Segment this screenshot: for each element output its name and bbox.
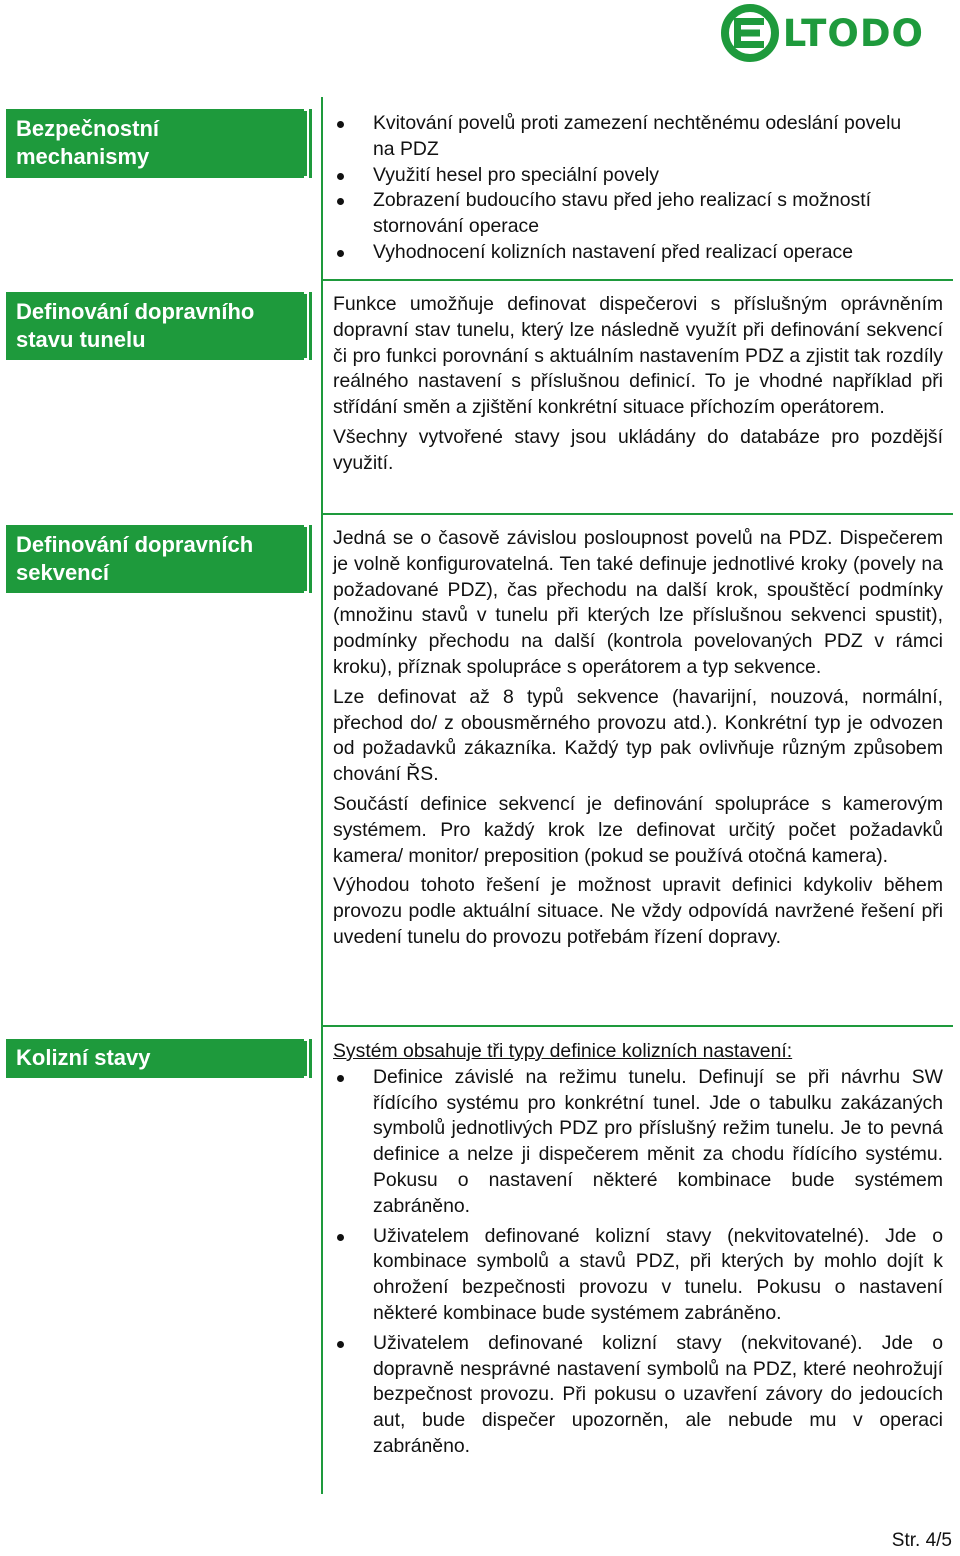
section-heading-definovani-dopravnich-sekvenci: Definování dopravních sekvencí: [6, 525, 304, 593]
section-intro: Systém obsahuje tři typy definice kolizních nastavení:: [333, 1040, 793, 1062]
logo-text: LTODO: [782, 11, 924, 55]
table-vertical-divider: [321, 97, 323, 1494]
list-item: Využití hesel pro speciální povely: [333, 163, 913, 189]
list-item: Uživatelem definované kolizní stavy (nekvitovatelné). Jde o kombinace symbolů a stavů PDZ, při kterých by mohlo dojít k ohrožení bezpečnosti provozu v tunelu. Pokusu o nastavení některé kombinace bude systémem zabráněno.: [333, 1224, 943, 1327]
paragraph: Všechny vytvořené stavy jsou ukládány do databáze pro pozdější využití.: [333, 425, 943, 474]
section-heading-bezpecnostni-mechanismy: Bezpečnostní mechanismy: [6, 109, 304, 178]
eltodo-logo-mark-icon: [721, 4, 779, 62]
section-content-kolizni-stavy: [333, 1039, 943, 1460]
section-heading-definovani-dopravniho-stavu: Definování dopravního stavu tunelu: [6, 292, 304, 360]
section-heading-kolizni-stavy: Kolizní stavy: [6, 1039, 304, 1078]
list-item: Definice závislé na režimu tunelu. Definují se při návrhu SW řídícího systému pro konkrétní tunel. Jde o tabulku zakázaných symbolů jednotlivých PDZ pro příslušný režim tunelu. Je to pevná definice a nelze ji dispečerem měnit za chodu řídícího systému. Pokusu o nastavení některé kombinace bude systémem zabráněno.: [333, 1065, 943, 1220]
page-number: Str. 4/5: [891, 1530, 952, 1551]
eltodo-logo: [721, 4, 924, 62]
list-item: Kvitování povelů proti zamezení nechtěnému odeslání povelu na PDZ: [333, 111, 913, 163]
paragraph: Výhodou tohoto řešení je možnost upravit definici kdykoliv během provozu podle aktuální situace. Ne vždy odpovídá navržené řešení při uvedení tunelu do provozu potřebám řízení dopravy.: [333, 874, 943, 948]
paragraph: Funkce umožňuje definovat dispečerovi s příslušným oprávněním dopravní stav tunelu, který lze následně využít při definování sekvencí či pro funkci porovnání s aktuálním nastavením PDZ a zjistit tak rozdíly reálného nastavení s příslušnou definicí. To je vhodné například při střídání směn a zjištění konkrétní situace příchozím operátorem.: [333, 293, 943, 419]
list-item: Uživatelem definované kolizní stavy (nekvitované). Jde o dopravně nesprávné nastavení symbolů na PDZ, které neohrožují bezpečnost provozu. Při pokusu o uzavření závory do jedoucích aut, bude dispečer upozorněn, ale nebude mu v operaci zabráněno.: [333, 1331, 943, 1460]
bullet-list: [333, 1065, 943, 1460]
section-content-definovani-dopravniho-stavu: [333, 292, 943, 477]
section-divider: [321, 279, 953, 281]
section-content-definovani-dopravnich-sekvenci: [333, 526, 943, 951]
list-item: Zobrazení budoucího stavu před jeho realizací s možností stornování operace: [333, 188, 913, 240]
paragraph: Jedná se o časově závislou posloupnost povelů na PDZ. Dispečerem je volně konfigurovatelná. Ten také definuje jednotlivé kroky (povely na požadované PDZ), čas přechodu na další krok, spouštěcí podmínky (množinu stavů v tunelu při kterých lze příslušnou sekvenci spustit), podmínky přechodu na další (kontrola povelovaných PDZ v rámci kroku), příznak spolupráce s operátorem a typ sekvence.: [333, 527, 943, 678]
bullet-list: [333, 111, 913, 266]
list-item: Vyhodnocení kolizních nastavení před realizací operace: [333, 240, 913, 266]
section-divider: [321, 1025, 953, 1027]
paragraph: Součástí definice sekvencí je definování spolupráce s kamerovým systémem. Pro každý krok lze definovat určitý počet požadavků kamera/ monitor/ preposition (pokud se používá otočná kamera).: [333, 792, 943, 867]
paragraph: Lze definovat až 8 typů sekvence (havarijní, nouzová, normální, přechod do/ z obousměrného provozu atd.). Konkrétní typ je odvozen od požadavků zákazníka. Každý typ pak ovlivňuje různým způsobem chování ŘS.: [333, 685, 943, 786]
section-content-bezpecnostni-mechanismy: [333, 111, 913, 266]
section-divider: [321, 513, 953, 515]
